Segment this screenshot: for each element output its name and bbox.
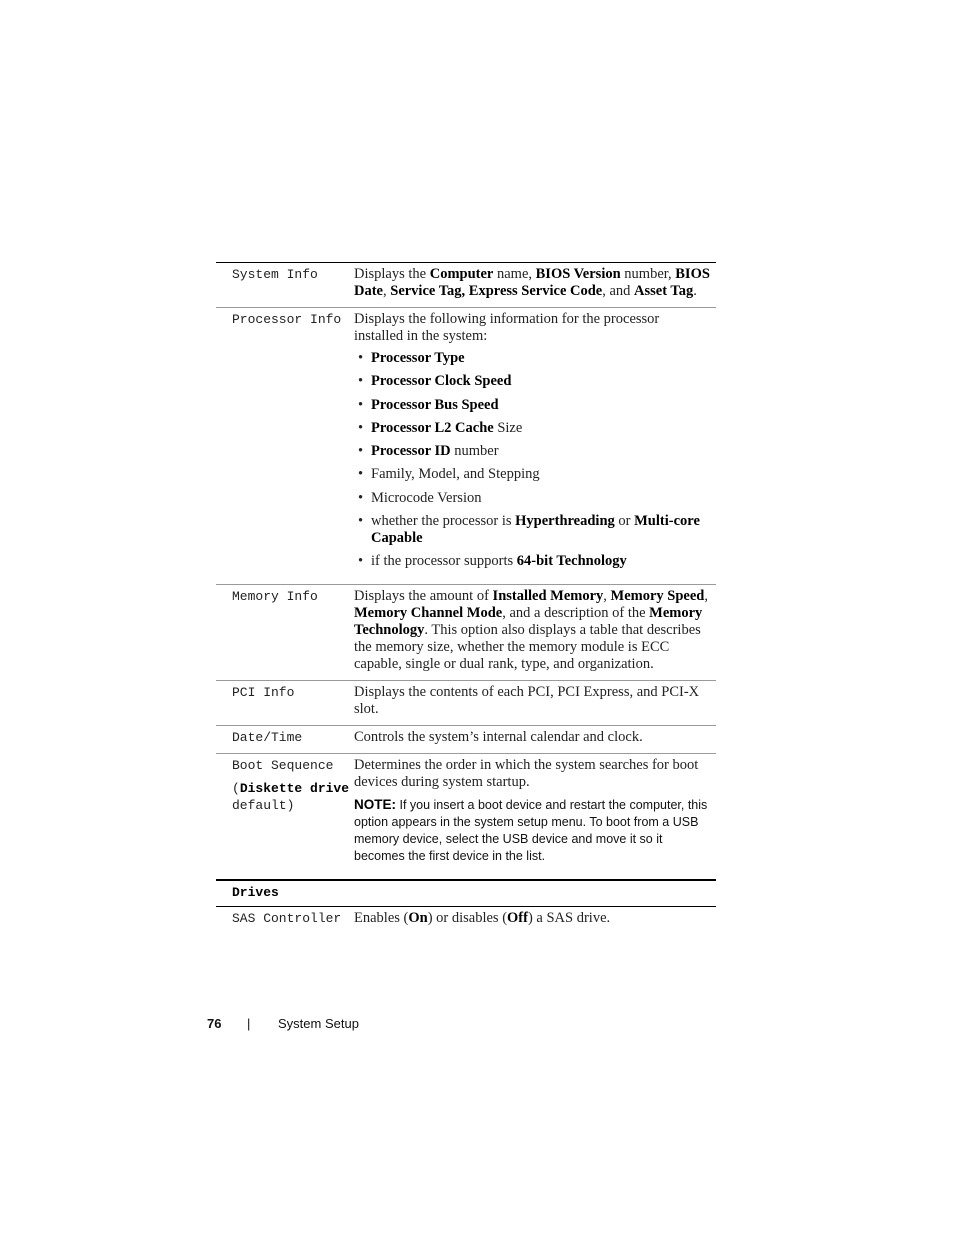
option-row-sas-controller [216, 907, 716, 935]
option-default: (Diskette drive default) [232, 780, 350, 813]
processor-info-list [354, 350, 710, 570]
list-item: • if the processor supports 64-bit Technology [354, 553, 710, 570]
option-name: Processor Info [216, 308, 354, 585]
drives-title: Drives [216, 881, 716, 907]
option-name: SAS Controller [232, 911, 342, 926]
list-item: • Processor Clock Speed [354, 373, 710, 390]
option-row-system-info [216, 263, 716, 308]
option-description: Displays the amount of Installed Memory, Memory Speed, Memory Channel Mode, and a description of the Memory Technology. This option also displays a table that describes the memory size, whether the memory module is ECC capable, single or dual rank, type, and organization. [354, 584, 716, 680]
note-callout: NOTE: If you insert a boot device and restart the computer, this option appears in the system setup menu. To boot from a USB memory device, select the USB device and move it so it becomes the first device in the list. [354, 796, 708, 863]
list-item: • Processor ID number [354, 443, 710, 460]
list-item: • whether the processor is Hyperthreading or Multi-core Capable [354, 513, 710, 547]
drives-header-row [216, 881, 716, 907]
option-name: PCI Info [216, 680, 354, 725]
option-description: Displays the contents of each PCI, PCI Express, and PCI-X slot. [354, 680, 716, 725]
option-name: Boot Sequence (Diskette drive default) [232, 757, 350, 813]
option-description: Enables (On) or disables (Off) a SAS drive. [354, 910, 611, 926]
list-item: • Microcode Version [354, 490, 710, 507]
list-item: • Family, Model, and Stepping [354, 466, 710, 483]
system-setup-options-table [216, 262, 716, 880]
option-row-processor-info [216, 308, 716, 585]
option-description: Controls the system’s internal calendar and clock. [354, 725, 716, 753]
option-name: Memory Info [216, 584, 354, 680]
option-row-memory-info [216, 584, 716, 680]
footer-separator: | [247, 1016, 251, 1031]
option-name: System Info [216, 263, 354, 308]
option-row-boot-sequence [216, 753, 716, 879]
list-item: • Processor L2 Cache Size [354, 420, 710, 437]
page-number: 76 [207, 1016, 222, 1031]
option-row-date-time [216, 725, 716, 753]
section-title: System Setup [278, 1016, 359, 1031]
option-description: Displays the Computer name, BIOS Version number, BIOS Date, Service Tag, Express Service Code, and Asset Tag. [354, 263, 716, 308]
option-description: Displays the following information for the processor installed in the system: • Processor Type • Processor Clock Speed • Processor Bus Speed • Processor L2 Cache Size • Processor ID number • Family, Model, and Stepping • Microcode Version • whether the processor is Hyperthreading or Multi-core Capable • if the processor supports 64-bit Technology [354, 308, 716, 585]
option-description: Determines the order in which the system searches for boot devices during system startup. NOTE: If you insert a boot device and restart the computer, this option appears in the system setup menu. To boot from a USB memory device, select the USB device and move it so it becomes the first device in the list. [354, 753, 716, 879]
option-name: Date/Time [216, 725, 354, 753]
list-item: • Processor Type [354, 350, 710, 367]
drives-table [216, 880, 716, 934]
list-item: • Processor Bus Speed [354, 397, 710, 414]
option-row-pci-info [216, 680, 716, 725]
